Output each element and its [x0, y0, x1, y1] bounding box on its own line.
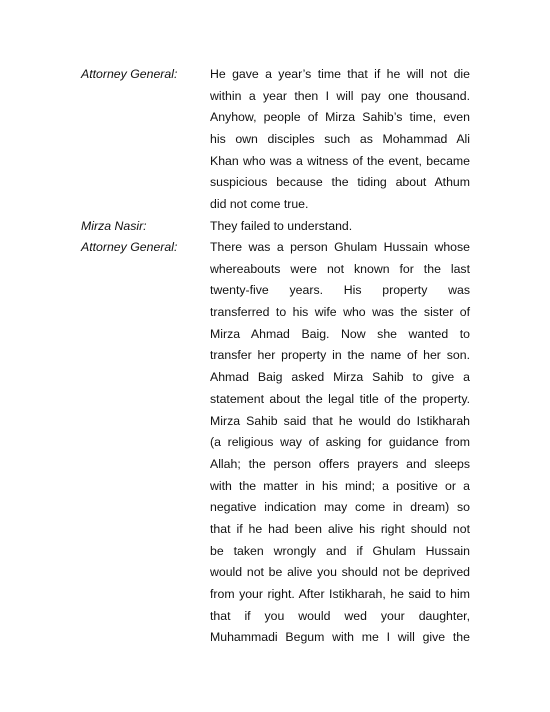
text-line: statement about the legal title of the property. [210, 391, 470, 406]
text-line: transfer her property in the name of her son. [210, 348, 470, 363]
text-line: He gave a year’s time that if he will not die [210, 67, 470, 81]
text-line: Anyhow, people of Mirza Sahib’s time, even [210, 110, 470, 125]
text-line: transferred to his wife who was the sister of [210, 305, 470, 320]
text-line: Mirza Ahmad Baig. Now she wanted to [210, 326, 470, 341]
text-line: There was a person Ghulam Hussain whose [210, 240, 470, 254]
text-line: (a religious way of asking for guidance from [210, 435, 470, 450]
text-line: that if you would wed your daughter, [210, 608, 470, 623]
speaker-label: Attorney General: [81, 240, 178, 254]
text-line: Khan who was a witness of the event, became [210, 153, 470, 168]
text-line: twenty-five years. His property was [210, 283, 470, 298]
speaker-label: Mirza Nasir: [81, 219, 147, 233]
text-line: suspicious because the tiding about Athum [210, 175, 470, 190]
speech-text [210, 64, 470, 216]
text-line: They failed to understand. [210, 219, 353, 233]
text-line: within a year then I will pay one thousand. [210, 88, 470, 103]
text-line: that if he had been alive his right should not [210, 521, 470, 536]
text-line: Allah; the person offers prayers and sleeps [210, 456, 470, 471]
text-line: would not be alive you should not be deprived [210, 565, 470, 580]
text-line: negative indication may come in dream) so [210, 500, 470, 515]
speech-text [210, 216, 470, 238]
text-line: his own disciples such as Mohammad Ali [210, 132, 470, 147]
text-line: with the matter in his mind; a positive or a [210, 478, 470, 493]
text-line: be taken wrongly and if Ghulam Hussain [210, 543, 470, 558]
text-line: from your right. After Istikharah, he said to him [210, 587, 470, 601]
speaker-label: Attorney General: [81, 67, 178, 81]
text-line: Muhammadi Begum with me I will give the [210, 630, 470, 645]
text-line: whereabouts were not known for the last [210, 261, 470, 276]
text-line: Mirza Sahib said that he would do Istikharah [210, 413, 470, 428]
text-line: Ahmad Baig asked Mirza Sahib to give a [210, 370, 470, 385]
text-line: did not come true. [210, 197, 309, 212]
speech-text [210, 237, 470, 649]
